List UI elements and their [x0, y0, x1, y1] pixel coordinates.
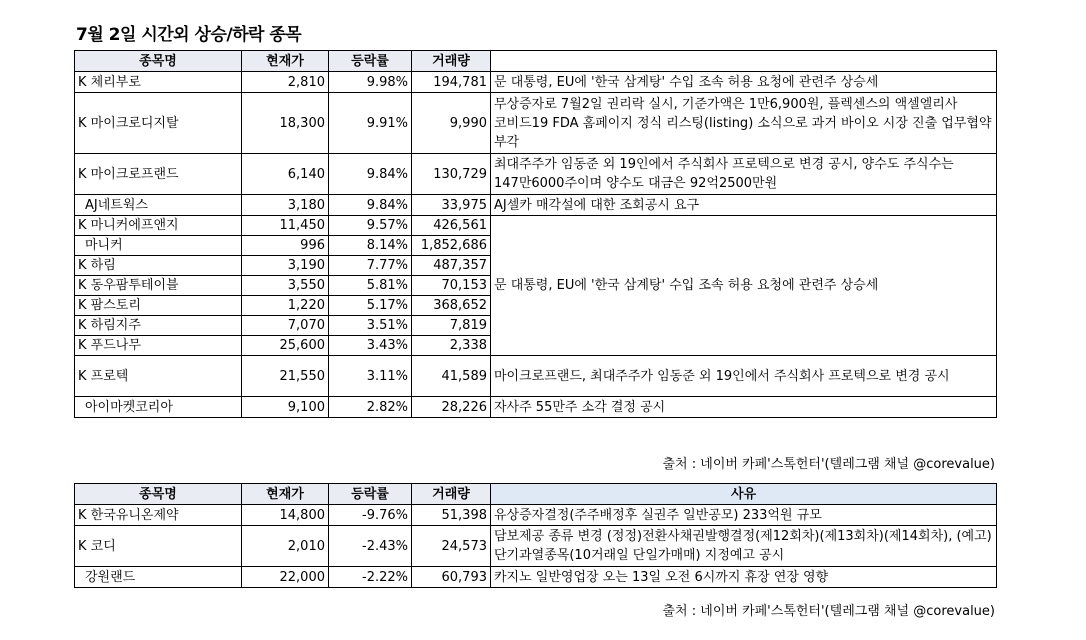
stock-price: 22,000 — [242, 567, 329, 588]
stock-reason: 담보제공 종류 변경 (정정)전환사채권발행결정(제12회차)(제13회차)(제14회차), (예고)단기과열종목(10거래일 단일가매매) 지정예고 공시 — [491, 526, 997, 567]
header-price: 현재가 — [242, 51, 329, 72]
stock-name: 마니커 — [75, 236, 242, 256]
stock-name: K 동우팜투테이블 — [75, 276, 242, 296]
table-row — [75, 216, 997, 236]
stock-price: 25,600 — [242, 336, 329, 356]
table-row — [75, 397, 997, 418]
stock-name: K 푸드나무 — [75, 336, 242, 356]
stock-change: 7.77% — [329, 256, 412, 276]
page-title: 7월 2일 시간외 상승/하락 종목 — [76, 25, 302, 45]
table-row — [75, 72, 997, 93]
stock-volume: 426,561 — [412, 216, 491, 236]
table-row — [75, 526, 997, 567]
header-change: 등락률 — [329, 51, 412, 72]
stock-volume: 2,338 — [412, 336, 491, 356]
stock-price: 2,010 — [242, 526, 329, 567]
stock-volume: 28,226 — [412, 397, 491, 418]
stock-volume: 60,793 — [412, 567, 491, 588]
stock-change: 3.43% — [329, 336, 412, 356]
stock-name: 아이마켓코리아 — [75, 397, 242, 418]
source-note: 출처 : 네이버 카페'스톡헌터'(텔레그램 채널 @corevalue) — [662, 604, 995, 619]
stock-price: 3,180 — [242, 195, 329, 216]
stock-name: K 프로텍 — [75, 356, 242, 397]
table-row — [75, 195, 997, 216]
stock-name: K 마니커에프앤지 — [75, 216, 242, 236]
rising-stocks-table — [74, 50, 997, 418]
stock-name: K 마이크로프랜드 — [75, 154, 242, 195]
stock-volume: 70,153 — [412, 276, 491, 296]
stock-volume: 33,975 — [412, 195, 491, 216]
table-row — [75, 154, 997, 195]
stock-price: 7,070 — [242, 316, 329, 336]
stock-name: AJ네트웍스 — [75, 195, 242, 216]
stock-change: 9.57% — [329, 216, 412, 236]
merged-reason: 문 대통령, EU에 '한국 삼계탕' 수입 조속 허용 요청에 관련주 상승세 — [491, 216, 997, 356]
header-reason: 사유 — [491, 484, 997, 505]
stock-price: 11,450 — [242, 216, 329, 236]
stock-name: K 하림 — [75, 256, 242, 276]
stock-volume: 194,781 — [412, 72, 491, 93]
header-volume: 거래량 — [412, 484, 491, 505]
stock-name: K 한국유니온제약 — [75, 505, 242, 526]
stock-volume: 7,819 — [412, 316, 491, 336]
stock-price: 2,810 — [242, 72, 329, 93]
stock-reason: 최대주주가 임동준 외 19인에서 주식회사 프로텍으로 변경 공시, 양수도 주식수는 147만6000주이며 양수도 대금은 92억2500만원 — [491, 154, 997, 195]
stock-change: 9.98% — [329, 72, 412, 93]
stock-change: -9.76% — [329, 505, 412, 526]
stock-price: 3,190 — [242, 256, 329, 276]
stock-price: 3,550 — [242, 276, 329, 296]
stock-reason: 자사주 55만주 소각 결정 공시 — [491, 397, 997, 418]
stock-change: 9.84% — [329, 154, 412, 195]
header-name: 종목명 — [75, 484, 242, 505]
stock-name: K 코디 — [75, 526, 242, 567]
stock-price: 14,800 — [242, 505, 329, 526]
stock-volume: 1,852,686 — [412, 236, 491, 256]
stock-reason: AJ셀카 매각설에 대한 조회공시 요구 — [491, 195, 997, 216]
stock-reason: 문 대통령, EU에 '한국 삼계탕' 수입 조속 허용 요청에 관련주 상승세 — [491, 72, 997, 93]
stock-price: 9,100 — [242, 397, 329, 418]
stock-volume: 24,573 — [412, 526, 491, 567]
stock-name: K 하림지주 — [75, 316, 242, 336]
header-name: 종목명 — [75, 51, 242, 72]
stock-price: 996 — [242, 236, 329, 256]
falling-stocks-table — [74, 483, 997, 588]
stock-volume: 51,398 — [412, 505, 491, 526]
stock-change: 3.11% — [329, 356, 412, 397]
header-price: 현재가 — [242, 484, 329, 505]
stock-reason: 카지노 일반영업장 오는 13일 오전 6시까지 휴장 연장 영향 — [491, 567, 997, 588]
stock-volume: 9,990 — [412, 93, 491, 154]
stock-price: 21,550 — [242, 356, 329, 397]
table-row — [75, 93, 997, 154]
table-header-row — [75, 51, 997, 72]
stock-change: 5.81% — [329, 276, 412, 296]
stock-change: 2.82% — [329, 397, 412, 418]
stock-volume: 130,729 — [412, 154, 491, 195]
stock-change: 9.91% — [329, 93, 412, 154]
source-note: 출처 : 네이버 카페'스톡헌터'(텔레그램 채널 @corevalue) — [662, 457, 995, 472]
stock-price: 18,300 — [242, 93, 329, 154]
table-header-row — [75, 484, 997, 505]
stock-change: 9.84% — [329, 195, 412, 216]
stock-volume: 368,652 — [412, 296, 491, 316]
stock-name: 강원랜드 — [75, 567, 242, 588]
table-row — [75, 505, 997, 526]
stock-reason: 유상증자결정(주주배정후 실권주 일반공모) 233억원 규모 — [491, 505, 997, 526]
stock-reason: 마이크로프랜드, 최대주주가 임동준 외 19인에서 주식회사 프로텍으로 변경 공시 — [491, 356, 997, 397]
header-volume: 거래량 — [412, 51, 491, 72]
stock-change: -2.43% — [329, 526, 412, 567]
stock-volume: 487,357 — [412, 256, 491, 276]
header-reason — [491, 51, 997, 72]
stock-change: -2.22% — [329, 567, 412, 588]
stock-change: 3.51% — [329, 316, 412, 336]
stock-name: K 마이크로디지탈 — [75, 93, 242, 154]
stock-name: K 체리부로 — [75, 72, 242, 93]
stock-name: K 팜스토리 — [75, 296, 242, 316]
stock-reason: 무상증자로 7월2일 권리락 실시, 기준가액은 1만6,900원, 플렉센스의 액셀엘리사 코비드19 FDA 홈페이지 정식 리스팅(listing) 소식으로 과거 바이오 시장 진출 업무협약 부각 — [491, 93, 997, 154]
table-row — [75, 356, 997, 397]
header-change: 등락률 — [329, 484, 412, 505]
stock-volume: 41,589 — [412, 356, 491, 397]
table-row — [75, 567, 997, 588]
stock-price: 6,140 — [242, 154, 329, 195]
stock-price: 1,220 — [242, 296, 329, 316]
stock-change: 5.17% — [329, 296, 412, 316]
stock-change: 8.14% — [329, 236, 412, 256]
